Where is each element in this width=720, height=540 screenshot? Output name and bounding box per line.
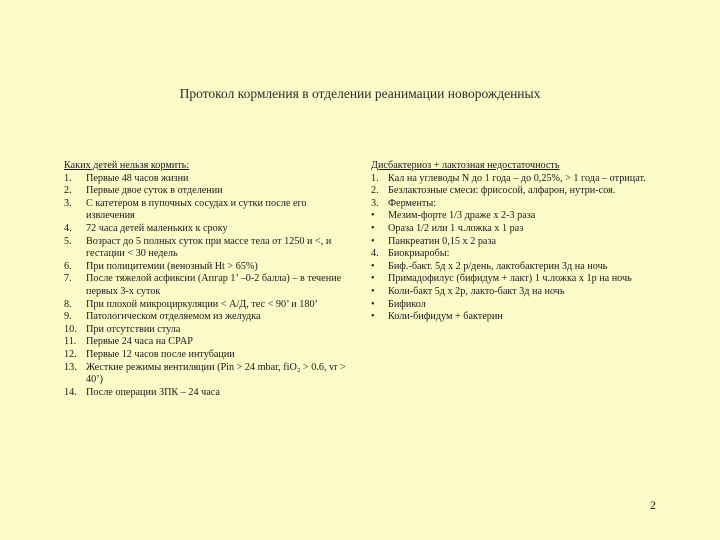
list-item [64, 336, 356, 349]
list-item-marker: 13. [64, 361, 77, 373]
list-item [371, 273, 671, 286]
list-item-marker: 7. [64, 273, 72, 285]
contraindications-list [64, 173, 356, 400]
list-item [371, 185, 671, 198]
list-item-marker: 1. [64, 172, 72, 184]
list-item-marker: • [371, 235, 375, 247]
list-item [64, 311, 356, 324]
list-item-marker: • [371, 285, 375, 297]
list-item [64, 349, 356, 362]
list-item-text: Кал на углеводы N до 1 года – до 0,25%, > 1 года – отрицат. [388, 172, 646, 184]
list-item [64, 273, 356, 298]
list-item [371, 311, 671, 324]
list-item-text: Первые 48 часов жизни [86, 172, 189, 184]
list-item-text: Возраст до 5 полных суток при массе тела от 1250 и <, и гестации < 30 недель [86, 235, 332, 260]
list-item [371, 210, 671, 223]
list-item-text: Первые двое суток в отделении [86, 185, 223, 197]
list-item [64, 362, 356, 387]
list-item [371, 261, 671, 274]
list-item [64, 198, 356, 223]
page-title: Протокол кормления в отделении реанимации новорожденных [179, 86, 541, 101]
list-item [371, 223, 671, 236]
list-item-text: Примадофилус (бифидум + лакт) 1 ч.ложка х 1р на ночь [388, 273, 632, 285]
contraindications-heading: Каких детей нельзя кормить: [64, 160, 190, 171]
list-item-text: Панкреатин 0,15 х 2 раза [388, 235, 496, 247]
list-item-text: Бификол [388, 298, 426, 310]
list-item-marker: • [371, 298, 375, 310]
list-item-marker: 8. [64, 298, 72, 310]
list-item-text: Коли-бакт 5д х 2р, лакто-бакт 3д на ночь [388, 285, 565, 297]
list-item [371, 299, 671, 312]
list-item-text: После тяжелой асфиксии (Апгар 1’ –0-2 балла) – в течение первых 3-х суток [86, 273, 342, 297]
list-item-text: Первые 12 часов после интубации [86, 348, 235, 360]
list-item-marker: 1. [371, 172, 379, 184]
list-item-text: 72 часа детей маленьких к сроку [86, 222, 228, 234]
list-item-marker: • [371, 222, 375, 234]
list-item-text: Ферменты: [388, 197, 437, 209]
list-item [64, 223, 356, 236]
list-item-text: Биокриаробы: [388, 248, 450, 260]
list-item-text: Мезим-форте 1/3 драже х 2-3 раза [388, 210, 536, 222]
list-item-marker: 12. [64, 348, 77, 360]
list-item [371, 173, 671, 186]
list-item [64, 324, 356, 337]
list-item [371, 198, 671, 211]
list-item [64, 173, 356, 186]
list-item [64, 236, 356, 261]
list-item-text: При отсутствии стула [86, 323, 181, 335]
list-item-text: Безлактозные смеси: фрисосой, алфарон, нутри-соя. [388, 185, 616, 197]
dysbacteriosis-heading: Дисбактериоз + лактозная недостаточность [371, 160, 560, 171]
dysbacteriosis-column [371, 160, 671, 324]
list-item-text: Ораза 1/2 или 1 ч.ложка х 1 раз [388, 222, 524, 234]
list-item-marker: 4. [64, 222, 72, 234]
list-item-marker: 5. [64, 235, 72, 247]
list-item [64, 185, 356, 198]
list-item-text: Биф.-бакт. 5д х 2 р/день, лактобактерин 3д на ночь [388, 260, 608, 272]
list-item-marker: 6. [64, 260, 72, 272]
list-item-marker: 2. [64, 185, 72, 197]
list-item-text: Патологическом отделяемом из желудка [86, 311, 261, 323]
dysbacteriosis-list [371, 173, 671, 324]
list-item [371, 286, 671, 299]
list-item-text: При полицитемии (венозный Ht > 65%) [86, 260, 258, 272]
list-item-marker: 2. [371, 185, 379, 197]
list-item [64, 299, 356, 312]
list-item-text: Коли-бифидум + бактерин [388, 311, 503, 323]
list-item-marker: 9. [64, 311, 72, 323]
list-item-text: С катетером в пупочных сосудах и сутки после его извлечения [86, 197, 307, 222]
list-item-marker: • [371, 311, 375, 323]
list-item [371, 248, 671, 261]
list-item [371, 236, 671, 249]
contraindications-column [64, 160, 356, 399]
list-item-marker: 3. [64, 197, 72, 209]
list-item-marker: • [371, 210, 375, 222]
list-item-marker: 14. [64, 386, 77, 398]
list-item-text: Первые 24 часа на CPAP [86, 336, 193, 348]
list-item-marker: 4. [371, 248, 379, 260]
list-item-marker: 11. [64, 336, 77, 348]
list-item-text: Жесткие режимы вентиляции (Pin > 24 mbar, fiO₂ > 0.6, vr > 40’) [86, 361, 346, 386]
list-item [64, 261, 356, 274]
list-item-marker: • [371, 260, 375, 272]
list-item-marker: 3. [371, 197, 379, 209]
list-item-marker: 10. [64, 323, 77, 335]
list-item-text: После операции ЗПК – 24 часа [86, 386, 220, 398]
list-item-marker: • [371, 273, 375, 285]
list-item [64, 387, 356, 400]
page-number: 2 [650, 498, 656, 512]
list-item-text: При плохой микроциркуляции < А/Д, тес < 90’ и 180’ [86, 298, 318, 310]
